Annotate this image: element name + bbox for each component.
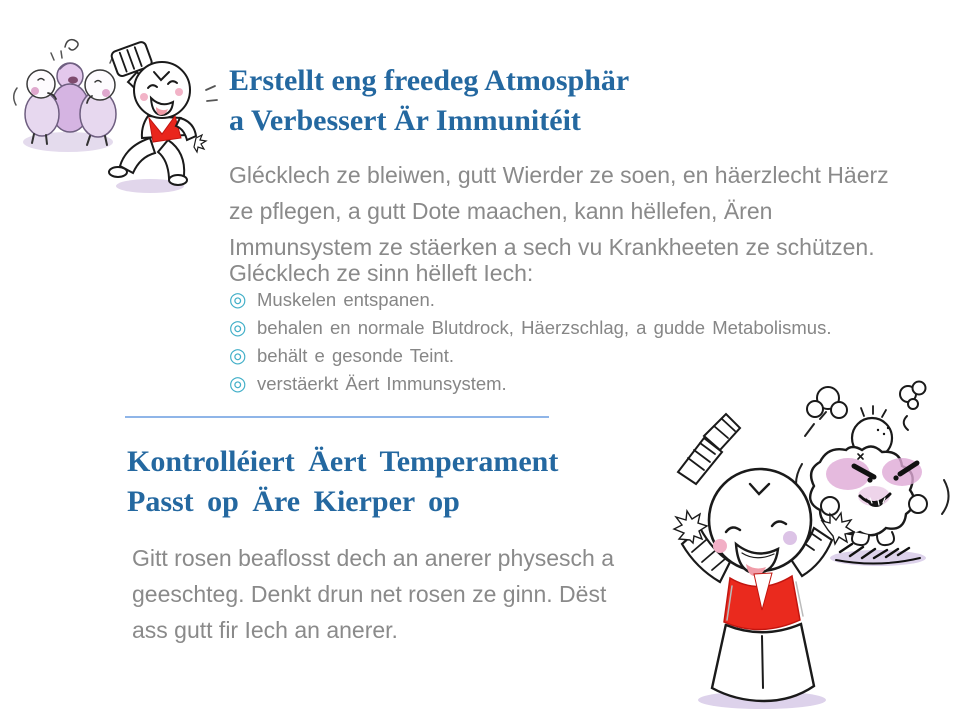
bullseye-bullet-icon: ◎ (229, 289, 247, 311)
illustration-walk-away-from-gossip (10, 30, 222, 196)
paragraph-line: Gitt rosen beaflosst dech an anerer physesch a (132, 545, 615, 571)
list-item-text: behält e gesonde Teint. (257, 345, 454, 366)
annoyed-spiral-icon (65, 40, 78, 50)
spiky-hand (674, 511, 707, 543)
heading-line: Erstellt eng freedeg Atmosphär (229, 64, 630, 97)
paragraph-line: ass gutt fir Iech an anerer. (132, 617, 398, 643)
benefits-list-intro: Glécklech ze sinn hëlleft Iech: (229, 260, 534, 286)
section-temperament-heading (127, 442, 558, 522)
paragraph-line: geeschteg. Denkt drun net rosen ze ginn. Dëst (132, 581, 607, 607)
heading-line: Kontrolléiert Äert Temperament (127, 445, 559, 478)
list-item-text: Muskelen entspanen. (257, 289, 435, 310)
section-immunity-heading (229, 61, 629, 141)
bullseye-bullet-icon: ◎ (229, 373, 247, 395)
list-item (229, 286, 831, 314)
list-item (229, 314, 831, 342)
gossip-group (14, 40, 122, 152)
spiky-hand (194, 135, 206, 152)
list-item-text: behalen en normale Blutdrock, Häerzschlag, a gudde Metabolismus. (257, 317, 832, 338)
paragraph-line: Glécklech ze bleiwen, gutt Wierder ze soen, en häerzlecht Häerz (229, 162, 889, 188)
list-item-text: verstäerkt Äert Immunsystem. (257, 373, 507, 394)
bullseye-bullet-icon: ◎ (229, 317, 247, 339)
heading-line: a Verbessert Är Immunitéit (229, 104, 581, 137)
illustration-calm-vs-angry (656, 372, 956, 716)
paragraph-line: ze pflegen, a gutt Dote maachen, kann hëllefen, Ären (229, 198, 773, 224)
section-temperament-paragraph (132, 540, 614, 648)
list-item (229, 342, 831, 370)
paragraph-line: Immunsystem ze stäerken a sech vu Krankheeten ze schützen. (229, 234, 875, 260)
striped-ribbon-icon (678, 414, 740, 484)
section-divider (125, 416, 549, 418)
bullseye-bullet-icon: ◎ (229, 345, 247, 367)
heading-line: Passt op Äre Kierper op (127, 485, 460, 518)
section-immunity-paragraph (229, 157, 889, 265)
happy-character-striding (109, 41, 217, 193)
